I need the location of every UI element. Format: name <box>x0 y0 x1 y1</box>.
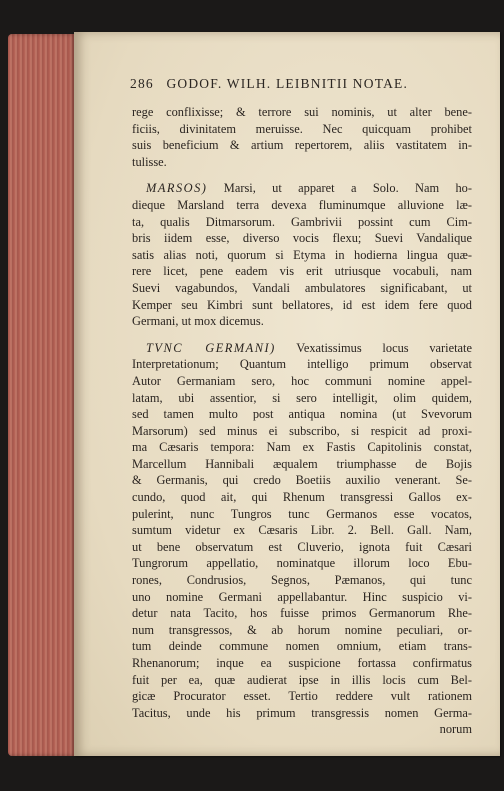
text-line: Marcellum Hannibali æqualem triumphasse de Bojis <box>132 456 472 471</box>
text-line: tum deinde commune nomen omnium, etiam trans- <box>132 639 472 654</box>
lemma-marsos: MARSOS) <box>146 181 208 196</box>
page-number: 286 <box>130 76 154 91</box>
text-line: Rhenanorum; inque ea suspicione fortassa confirmatus <box>132 656 472 670</box>
text-line: ut bene observatum est Cluverio, ignota fuit Cæsari <box>132 539 472 554</box>
text-line: latam, ubi assentior, si sero intelligit, olim quidem, <box>132 390 472 405</box>
text-line: Marsorum) sed minus ei subscribo, si respicit ad proxi- <box>132 423 472 438</box>
text-line: ma Cæsaris tempora: Nam ex Fastis Capitolinis constat, <box>132 440 472 455</box>
text-line: uno nomine Germani appellabantur. Hinc suspicio vi- <box>132 589 472 604</box>
running-title: GODOF. WILH. LEIBNITII NOTAE. <box>166 76 409 91</box>
text-line: ta, qualis Ditmarsorum. Gambrivii possint cum Cim- <box>132 214 472 229</box>
text-line: rones, Condrusios, Segnos, Pæmanos, qui tunc <box>132 573 472 588</box>
text-line: dieque Marsland terra devexa fluminumque alluvione læ- <box>132 197 472 212</box>
text-line: Kemper seu Kimbri sunt bellatores, id est idem fere quod <box>132 297 472 312</box>
text-line: satis alias noti, quorum si Etyma in hodierna lingua quæ- <box>132 247 472 262</box>
text-line: detur nata Tacito, hos fuisse primos Germanorum Rhe- <box>132 606 472 621</box>
lemma-tunc-germani: TVNC GERMANI) <box>146 340 276 355</box>
text-line: Suevi vagabundos, Vandali ambulatores significabant, ut <box>132 280 472 295</box>
book-page <box>74 32 500 756</box>
paragraph-tunc-germani <box>132 340 472 722</box>
text-line: sed tamen multo post antiqua nomina (ut Svevorum <box>132 407 472 422</box>
text-line: Interpretationum; Quantum intelligo primum observat <box>132 357 472 372</box>
text-line: rere licet, pene eadem vis erit utriusque vocabuli, nam <box>132 264 472 279</box>
text-line: fuit per ea, quæ audierat ipse in illis locis cum Bel- <box>132 672 472 687</box>
text-line: cundo, quod ait, qui Rhenum transgressi Gallos ex- <box>132 490 472 505</box>
text-line: pulerint, nunc Tungros tunc Germanos esse vocatos, <box>132 506 472 521</box>
text-line: Autor Germaniam sero, hoc communi nomine appel- <box>132 373 472 388</box>
text-line: gicæ Procurator esset. Tertio reddere vult rationem <box>132 689 472 704</box>
text-line: suis beneficium & artium repertorem, aliis vastitatem in- <box>132 138 472 153</box>
text-line: & Germanis, qui credo Boetiis auxilio venerant. Se- <box>132 473 472 488</box>
paragraph-marsos <box>132 180 472 329</box>
text-line: Germani, ut mox dicemus. <box>132 314 264 329</box>
text-line: bris iidem esse, diverso vocis flexu; Suevi Vandalique <box>132 231 472 246</box>
text-line-lemma: MARSOS) Marsi, ut apparet a Solo. Nam ho- <box>146 181 472 196</box>
book-page-edges <box>8 34 76 756</box>
body-text <box>132 104 472 738</box>
text-line: num transgressos, & ab horum nomine peculiari, or- <box>132 622 472 637</box>
paragraph-1 <box>132 104 472 170</box>
catchword: norum <box>439 722 472 737</box>
text-line: ficiis, divinitatem meruisse. Nec quicquam prohibet <box>132 121 472 136</box>
text-line-lemma: TVNC GERMANI) Vexatissimus locus varietate <box>146 340 472 355</box>
text-line: Tacitus, unde his primum transgressis nomen Germa- <box>132 705 472 720</box>
running-header <box>130 76 492 92</box>
text-line: tulisse. <box>132 154 167 169</box>
text-line: rege conflixisse; & terrore sui nominis, ut alter bene- <box>132 105 472 119</box>
text-line: sumtum videtur ex Cæsaris Libr. 2. Bell. Gall. Nam, <box>132 523 472 538</box>
text-line: Tungrorum appellatio, nominatque illorum loco Ebu- <box>132 556 472 571</box>
